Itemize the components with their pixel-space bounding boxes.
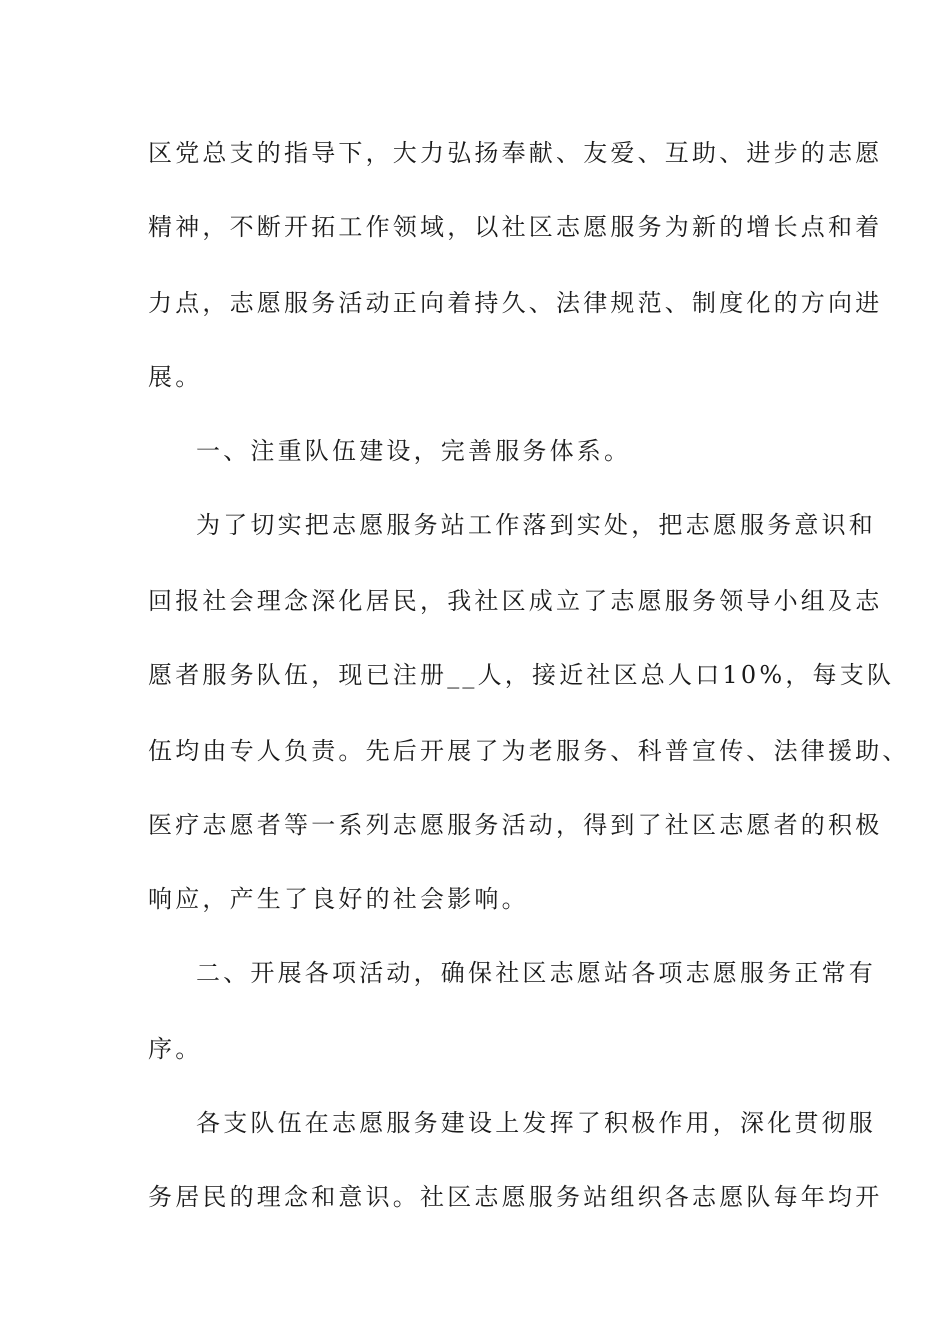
text-line: 序。: [148, 1035, 203, 1063]
section-heading: 二、开展各项活动，确保社区志愿站各项志愿服务正常有: [196, 959, 876, 987]
text-line: 各支队伍在志愿服务建设上发挥了积极作用，深化贯彻服: [196, 1109, 876, 1137]
text-line: 务居民的理念和意识。社区志愿服务站组织各志愿队每年均开: [148, 1183, 883, 1211]
text-line: 愿者服务队伍，现已注册__人，接近社区总人口10%，每支队: [148, 661, 895, 689]
section-heading: 一、注重队伍建设，完善服务体系。: [196, 437, 632, 465]
text-line: 回报社会理念深化居民，我社区成立了志愿服务领导小组及志: [148, 587, 883, 615]
text-line: 力点，志愿服务活动正向着持久、法律规范、制度化的方向进: [148, 289, 883, 317]
text-line: 医疗志愿者等一系列志愿服务活动，得到了社区志愿者的积极: [148, 811, 883, 839]
text-line: 区党总支的指导下，大力弘扬奉献、友爱、互助、进步的志愿: [148, 139, 883, 167]
text-line: 伍均由专人负责。先后开展了为老服务、科普宣传、法律援助、: [148, 737, 910, 765]
text-line: 为了切实把志愿服务站工作落到实处，把志愿服务意识和: [196, 511, 876, 539]
text-line: 响应，产生了良好的社会影响。: [148, 885, 529, 913]
text-line: 展。: [148, 363, 203, 391]
text-line: 精神，不断开拓工作领域，以社区志愿服务为新的增长点和着: [148, 213, 883, 241]
